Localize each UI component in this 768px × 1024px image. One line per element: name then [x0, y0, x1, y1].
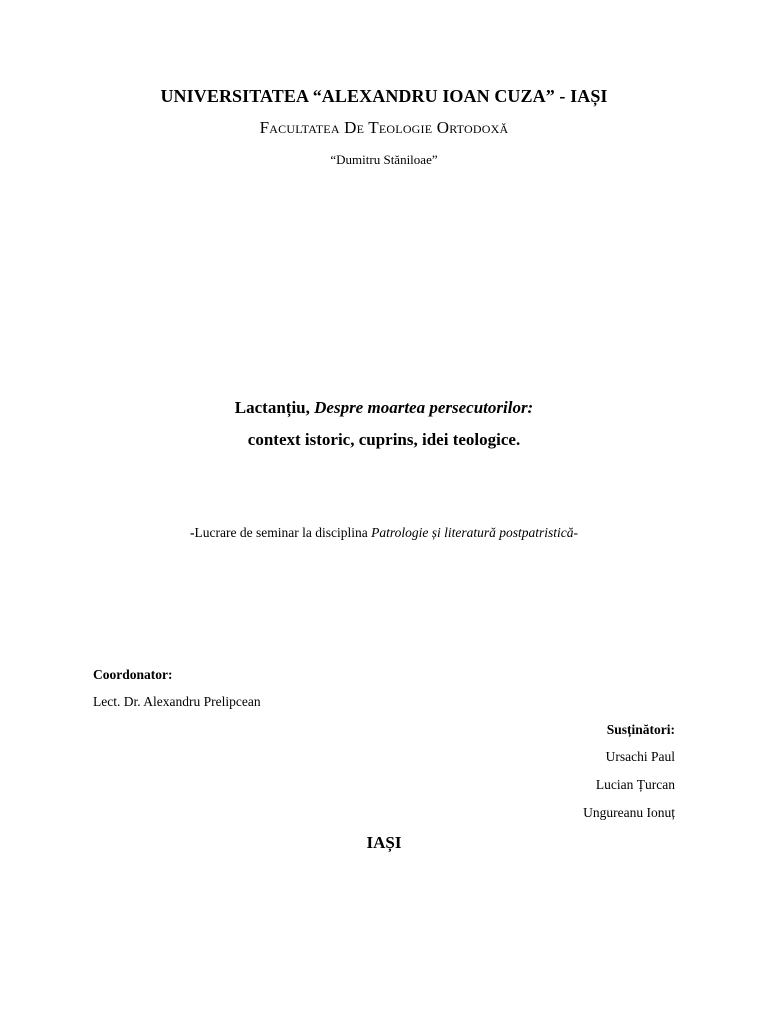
- paper-title: [0, 398, 768, 418]
- title-work: Despre moartea persecutorilor:: [314, 398, 534, 417]
- title-author: Lactanțiu,: [234, 398, 315, 417]
- seminar-discipline: Patrologie și literatură postpatristică: [371, 525, 574, 540]
- seminar-dash-close: -: [573, 525, 578, 540]
- supporters-label: Susținători:: [606, 722, 675, 737]
- city-name: IAȘI: [366, 833, 402, 852]
- seminar-line: [0, 525, 768, 541]
- coordinator-name: Lect. Dr. Alexandru Prelipcean: [93, 694, 261, 709]
- coordinator-label: Coordonator:: [93, 667, 173, 682]
- faculty-name: Facultatea De Teologie Ortodoxă: [259, 118, 509, 137]
- paper-subtitle: context istoric, cuprins, idei teologice.: [247, 430, 521, 449]
- supporter-name: Ursachi Paul: [605, 749, 675, 764]
- supporter-name: Lucian Țurcan: [595, 777, 675, 792]
- faculty-patron: “Dumitru Stăniloae”: [330, 152, 438, 167]
- seminar-dash-open: -: [190, 525, 195, 540]
- supporter-name: Ungureanu Ionuț: [583, 805, 675, 820]
- university-name: UNIVERSITATEA “ALEXANDRU IOAN CUZA” - IAȘI: [160, 86, 608, 106]
- seminar-prefix: Lucrare de seminar la disciplina: [194, 525, 372, 540]
